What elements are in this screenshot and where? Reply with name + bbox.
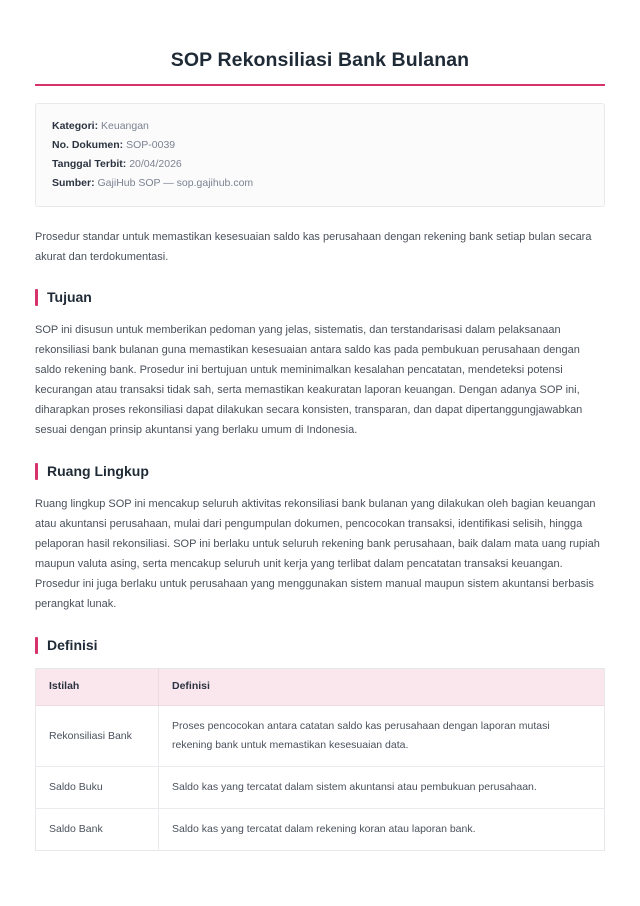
accent-bar-icon xyxy=(35,289,38,306)
table-cell-definisi: Saldo kas yang tercatat dalam rekening koran atau laporan bank. xyxy=(172,823,476,836)
metadata-row-tanggal-terbit xyxy=(52,155,588,174)
definisi-table xyxy=(35,668,605,851)
section-body-tujuan: SOP ini disusun untuk memberikan pedoman yang jelas, sistematis, dan terstandarisasi dalam pelaksanaan rekonsiliasi bank bulanan guna memastikan kesesuaian antara saldo kas pada pembukuan perusahaan dengan saldo rekening bank. Prosedur ini bertujuan untuk meminimalkan kesalahan pencatatan, mendeteksi potensi kecurangan atau transaksi tidak sah, serta memastikan keakuratan laporan keuangan. Dengan adanya SOP ini, diharapkan proses rekonsiliasi dapat dilakukan secara konsisten, transparan, dan dapat dipertanggungjawabkan sesuai dengan prinsip akuntansi yang berlaku umum di Indonesia. xyxy=(35,324,583,437)
metadata-label-no-dokumen: No. Dokumen: xyxy=(52,139,124,152)
document-intro-paragraph: Prosedur standar untuk memastikan kesesuaian saldo kas perusahaan dengan rekening bank setiap bulan secara akurat dan terdokumentasi. xyxy=(35,231,592,264)
table-header-row xyxy=(36,669,605,706)
table-cell-istilah: Saldo Buku xyxy=(36,767,159,809)
section-title-tujuan: Tujuan xyxy=(47,289,92,306)
table-row xyxy=(36,809,605,851)
table-header xyxy=(36,669,605,706)
table-column-header-istilah: Istilah xyxy=(36,669,159,706)
metadata-value-kategori: Keuangan xyxy=(101,120,149,133)
metadata-row-kategori xyxy=(52,117,588,136)
table-cell-istilah: Saldo Bank xyxy=(36,809,159,851)
metadata-label-tanggal-terbit: Tanggal Terbit: xyxy=(52,158,127,171)
accent-bar-icon xyxy=(35,637,38,654)
document-metadata-box xyxy=(35,103,605,207)
metadata-value-no-dokumen: SOP-0039 xyxy=(126,139,176,152)
metadata-value-sumber: GajiHub SOP — sop.gajihub.com xyxy=(97,177,254,190)
page-title: SOP Rekonsiliasi Bank Bulanan xyxy=(170,49,470,71)
section-heading-definisi xyxy=(35,637,605,654)
table-row xyxy=(36,706,605,767)
table-body xyxy=(36,706,605,851)
metadata-row-no-dokumen xyxy=(52,136,588,155)
metadata-value-tanggal-terbit: 20/04/2026 xyxy=(129,158,182,171)
title-underline-rule xyxy=(35,84,605,86)
section-heading-ruang-lingkup xyxy=(35,463,605,480)
table-cell-definisi: Saldo kas yang tercatat dalam sistem akuntansi atau pembukuan perusahaan. xyxy=(159,767,605,809)
table-row xyxy=(36,767,605,809)
metadata-label-kategori: Kategori: xyxy=(52,120,99,133)
section-heading-tujuan xyxy=(35,289,605,306)
table-cell-definisi: Proses pencocokan antara catatan saldo kas perusahaan dengan laporan mutasi rekening bank untuk memastikan kesesuaian data. xyxy=(159,706,605,767)
table-cell-istilah: Rekonsiliasi Bank xyxy=(36,706,159,767)
section-body-ruang-lingkup: Ruang lingkup SOP ini mencakup seluruh aktivitas rekonsiliasi bank bulanan yang dilakukan oleh bagian keuangan atau akuntansi perusahaan, mulai dari pengumpulan dokumen, pencocokan transaksi, identifikasi selisih, hingga pelaporan hasil rekonsiliasi. SOP ini berlaku untuk seluruh rekening bank perusahaan, baik dalam mata uang rupiah maupun valuta asing, serta mencakup seluruh unit kerja yang terlibat dalam pencatatan transaksi keuangan. Prosedur ini juga berlaku untuk perusahaan yang menggunakan sistem manual maupun sistem akuntansi berbasis perangkat lunak. xyxy=(35,498,600,611)
metadata-label-sumber: Sumber: xyxy=(52,177,95,190)
section-title-ruang-lingkup: Ruang Lingkup xyxy=(47,463,149,480)
metadata-row-sumber xyxy=(52,174,588,193)
section-title-definisi: Definisi xyxy=(47,637,98,654)
table-column-header-definisi: Definisi xyxy=(159,669,605,706)
accent-bar-icon xyxy=(35,463,38,480)
